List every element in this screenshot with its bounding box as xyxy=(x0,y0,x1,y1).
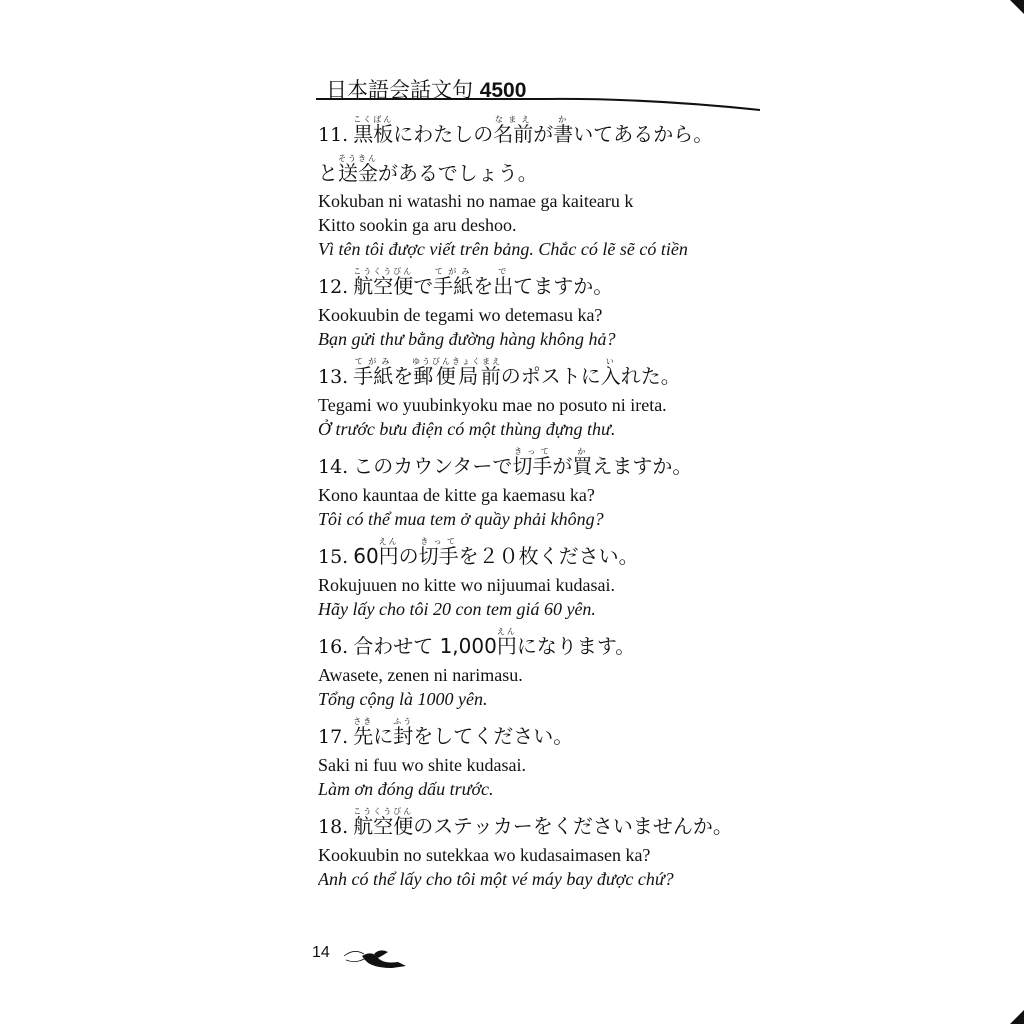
furigana-reading: きって xyxy=(512,447,553,456)
romaji-line: Tegami wo yuubinkyoku mae no posuto ni ireta. xyxy=(318,395,667,415)
phrase-entry xyxy=(318,112,762,261)
vietnamese-translation: Hãy lấy cho tôi 20 con tem giá 60 yên. xyxy=(318,599,596,619)
japanese-text: を xyxy=(393,364,414,388)
phrase-number: 14. xyxy=(318,456,349,478)
furigana-word xyxy=(493,267,514,298)
furigana-word xyxy=(353,267,414,298)
kanji-text: 手紙 xyxy=(353,364,394,388)
furigana-reading: こうくうびん xyxy=(353,267,414,276)
furigana-reading: えん xyxy=(496,627,517,636)
phrase-number: 15. xyxy=(318,546,349,568)
romaji-line: Awasete, zenen ni narimasu. xyxy=(318,665,523,685)
phrase-list xyxy=(318,112,762,894)
header-rule xyxy=(316,94,762,114)
phrase-number: 16. xyxy=(318,636,349,658)
japanese-text: が xyxy=(533,122,554,146)
kanji-text: 切手 xyxy=(512,454,553,478)
japanese-sentence xyxy=(318,264,762,303)
furigana-reading: で xyxy=(493,267,514,276)
phrase-entry xyxy=(318,264,762,351)
corner-mark-bottom xyxy=(1010,1010,1024,1024)
kanji-text: 黒板 xyxy=(353,122,394,146)
japanese-text: をしてください。 xyxy=(413,724,574,748)
furigana-word xyxy=(418,537,459,568)
furigana-reading: い xyxy=(600,357,621,366)
kanji-text: 郵便局前 xyxy=(411,364,502,388)
kanji-text: 送金 xyxy=(338,161,378,185)
furigana-reading: さき xyxy=(353,717,374,726)
furigana-word xyxy=(353,807,414,838)
phrase-number: 11. xyxy=(318,124,349,146)
japanese-text: えますか。 xyxy=(592,454,693,478)
kanji-text: 切手 xyxy=(418,544,459,568)
romaji-line: Kookuubin no sutekkaa wo kudasaimasen ka? xyxy=(318,845,651,865)
furigana-reading: てがみ xyxy=(353,357,394,366)
japanese-sentence xyxy=(318,112,762,151)
furigana-word xyxy=(378,537,399,568)
furigana-word xyxy=(572,447,593,478)
japanese-text: のステッカーをくださいませんか。 xyxy=(413,814,733,838)
furigana-reading: ふう xyxy=(393,717,414,726)
furigana-reading: か xyxy=(572,447,593,456)
furigana-reading: か xyxy=(553,115,574,124)
romaji-line: Kitto sookin ga aru deshoo. xyxy=(318,215,517,235)
kanji-text: 先 xyxy=(353,724,374,748)
japanese-sentence-continued xyxy=(318,151,762,189)
kanji-text: 航空便 xyxy=(353,814,414,838)
furigana-word xyxy=(433,267,474,298)
japanese-text: れた。 xyxy=(620,364,681,388)
furigana-word xyxy=(493,115,534,146)
romaji-line: Kono kauntaa de kitte ga kaemasu ka? xyxy=(318,485,595,505)
kanji-text: 円 xyxy=(378,544,399,568)
kanji-text: 書 xyxy=(553,122,574,146)
furigana-reading: こうくうびん xyxy=(353,807,414,816)
book-title-number: 4500 xyxy=(479,79,527,102)
phrase-entry xyxy=(318,804,762,891)
vietnamese-translation: Tôi có thể mua tem ở quầy phải không? xyxy=(318,509,604,529)
vietnamese-translation: Anh có thể lấy cho tôi một vé máy bay được chứ? xyxy=(318,869,674,889)
furigana-word xyxy=(496,627,517,658)
japanese-sentence xyxy=(318,534,762,573)
japanese-text: このカウンターで xyxy=(353,454,513,478)
kanji-text: 航空便 xyxy=(353,274,414,298)
japanese-sentence xyxy=(318,354,762,393)
vietnamese-translation: Bạn gửi thư bằng đường hàng không hả? xyxy=(318,329,616,349)
vietnamese-translation: Làm ơn đóng dấu trước. xyxy=(318,779,494,799)
romaji-line: Rokujuuen no kitte wo nijuumai kudasai. xyxy=(318,575,615,595)
japanese-sentence xyxy=(318,804,762,843)
kanji-text: 手紙 xyxy=(433,274,474,298)
japanese-text: を xyxy=(473,274,494,298)
phrase-entry xyxy=(318,444,762,531)
corner-mark-top xyxy=(1010,0,1024,14)
romaji-line: Kokuban ni watashi no namae ga kaitearu k xyxy=(318,191,634,211)
japanese-text: に xyxy=(373,724,394,748)
japanese-text: の xyxy=(398,544,419,568)
furigana-word xyxy=(553,115,574,146)
furigana-reading: なまえ xyxy=(493,115,534,124)
furigana-reading: ゆうびんきょくまえ xyxy=(411,357,502,366)
page-number: 14 xyxy=(312,944,330,961)
phrase-number: 12. xyxy=(318,276,349,298)
phrase-entry xyxy=(318,624,762,711)
kanji-text: 出 xyxy=(493,274,514,298)
japanese-sentence xyxy=(318,624,762,663)
vietnamese-translation: Tổng cộng là 1000 yên. xyxy=(318,689,488,709)
kanji-text: 封 xyxy=(393,724,414,748)
japanese-text: 60 xyxy=(353,544,379,568)
furigana-word xyxy=(600,357,621,388)
japanese-text: が xyxy=(552,454,573,478)
furigana-word xyxy=(393,717,414,748)
furigana-reading: そうきん xyxy=(338,154,378,163)
phrase-number: 18. xyxy=(318,816,349,838)
romaji-line: Kookuubin de tegami wo detemasu ka? xyxy=(318,305,603,325)
furigana-word xyxy=(338,154,378,185)
kanji-text: 名前 xyxy=(493,122,534,146)
kanji-text: 入 xyxy=(600,364,621,388)
furigana-reading: きって xyxy=(418,537,459,546)
japanese-text: のポストに xyxy=(500,364,601,388)
japanese-sentence xyxy=(318,714,762,753)
furigana-reading: こくばん xyxy=(353,115,394,124)
furigana-word xyxy=(353,717,374,748)
romaji-line: Saki ni fuu wo shite kudasai. xyxy=(318,755,526,775)
japanese-text: てますか。 xyxy=(513,274,614,298)
furigana-word xyxy=(512,447,553,478)
phrase-number: 13. xyxy=(318,366,349,388)
phrase-entry xyxy=(318,534,762,621)
japanese-text: があるでしょう。 xyxy=(378,161,538,185)
japanese-text: いてあるから。 xyxy=(573,122,714,146)
japanese-text: になります。 xyxy=(516,634,636,658)
furigana-word xyxy=(353,115,394,146)
furigana-word xyxy=(353,357,394,388)
japanese-text: 合わせて 1,000 xyxy=(353,634,497,658)
vietnamese-translation: Ở trước bưu điện có một thùng đựng thư. xyxy=(318,419,616,439)
furigana-reading: てがみ xyxy=(433,267,474,276)
furigana-reading: えん xyxy=(378,537,399,546)
japanese-text: と xyxy=(318,161,338,185)
vietnamese-translation: Vì tên tôi được viết trên bảng. Chắc có lẽ sẽ có tiền xyxy=(318,239,688,259)
kanji-text: 買 xyxy=(572,454,593,478)
bird-icon xyxy=(340,944,410,970)
japanese-text: を２０枚ください。 xyxy=(458,544,639,568)
japanese-text: で xyxy=(413,274,434,298)
japanese-text: にわたしの xyxy=(393,122,494,146)
phrase-entry xyxy=(318,714,762,801)
kanji-text: 円 xyxy=(496,634,517,658)
japanese-sentence xyxy=(318,444,762,483)
phrase-number: 17. xyxy=(318,726,349,748)
book-title-japanese: 日本語会話文句 xyxy=(326,78,473,102)
phrase-entry xyxy=(318,354,762,441)
furigana-word xyxy=(411,357,502,388)
